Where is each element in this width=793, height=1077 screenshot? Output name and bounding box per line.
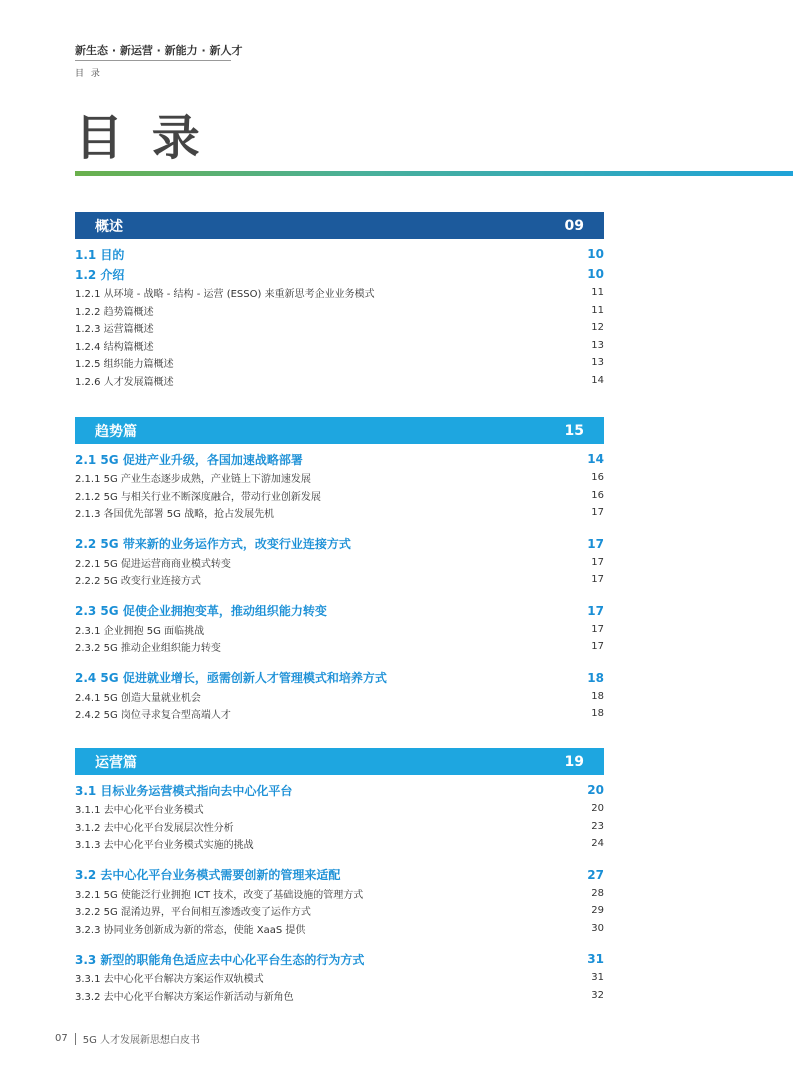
toc-entry-label: 3.1.2 去中心化平台发展层次性分析 <box>75 822 234 834</box>
toc-entry-page: 17 <box>591 641 604 653</box>
toc-entry-label: 2.2.1 5G 促进运营商商业模式转变 <box>75 558 231 570</box>
toc-entry-page: 11 <box>591 287 604 299</box>
section-page: 15 <box>564 422 584 439</box>
toc-entry-chapter[interactable] <box>75 601 604 621</box>
toc-entry-page: 12 <box>591 322 604 334</box>
toc-entry-subsection[interactable] <box>75 969 604 987</box>
section-header[interactable] <box>75 212 604 239</box>
toc-entry-subsection[interactable] <box>75 319 604 337</box>
toc-entry-chapter[interactable] <box>75 264 604 284</box>
toc-entry-page: 14 <box>591 374 604 386</box>
toc-entry-page: 20 <box>587 783 604 797</box>
toc-entry-subsection[interactable] <box>75 337 604 355</box>
toc-entry-label: 1.2.6 人才发展篇概述 <box>75 376 174 388</box>
toc-entry-page: 24 <box>591 838 604 850</box>
toc-entry-label: 1.2.3 运营篇概述 <box>75 324 154 336</box>
header-series: 新生态 · 新运营 · 新能力 · 新人才 <box>75 44 243 57</box>
toc-entry-label: 3.1.1 去中心化平台业务模式 <box>75 805 204 817</box>
section-header[interactable] <box>75 748 604 775</box>
toc-entry-subsection[interactable] <box>75 487 604 505</box>
toc-entry-label: 2.3 5G 促使企业拥抱变革，推动组织能力转变 <box>75 604 327 618</box>
toc-entry-chapter[interactable] <box>75 244 604 264</box>
header-divider <box>75 60 231 61</box>
toc-entry-chapter[interactable] <box>75 449 604 469</box>
toc-entry-page: 31 <box>591 972 604 984</box>
toc-entry-subsection[interactable] <box>75 372 604 390</box>
toc-entry-subsection[interactable] <box>75 835 604 853</box>
toc-entry-page: 27 <box>587 867 604 882</box>
header-section: 目 录 <box>75 69 102 79</box>
toc-entry-subsection[interactable] <box>75 469 604 487</box>
toc-entry-subsection[interactable] <box>75 818 604 836</box>
toc-entry-label: 3.2.2 5G 混淆边界，平台间相互渗透改变了运作方式 <box>75 907 311 919</box>
toc-entry-label: 2.2.2 5G 改变行业连接方式 <box>75 576 201 588</box>
toc-entry-subsection[interactable] <box>75 902 604 920</box>
toc-entry-subsection[interactable] <box>75 504 604 522</box>
toc-entry-subsection[interactable] <box>75 571 604 589</box>
toc-entry-page: 17 <box>591 574 604 586</box>
toc-entry-subsection[interactable] <box>75 554 604 572</box>
toc-entry-label: 3.1.3 去中心化平台业务模式实施的挑战 <box>75 840 254 852</box>
toc-entry-page: 30 <box>591 922 604 934</box>
toc-section-overview <box>75 212 604 389</box>
toc-entry-page: 20 <box>591 803 604 815</box>
toc-entry-page: 17 <box>591 556 604 568</box>
toc-entry-label: 1.2.2 趋势篇概述 <box>75 306 154 318</box>
toc-entry-chapter[interactable] <box>75 949 604 969</box>
toc-entry-page: 13 <box>591 357 604 369</box>
toc-entry-page: 28 <box>591 887 604 899</box>
toc-entry-label: 2.3.2 5G 推动企业组织能力转变 <box>75 643 221 655</box>
toc-entry-subsection[interactable] <box>75 688 604 706</box>
toc-entry-subsection[interactable] <box>75 705 604 723</box>
toc-entry-label: 2.4.2 5G 岗位寻求复合型高端人才 <box>75 710 231 722</box>
toc-entry-label: 2.1 5G 促进产业升级，各国加速战略部署 <box>75 452 303 467</box>
toc-entry-label: 3.2.3 协同业务创新成为新的常态，使能 XaaS 提供 <box>75 924 306 936</box>
toc-entry-page: 18 <box>591 708 604 720</box>
toc-entry-label: 1.2.5 组织能力篇概述 <box>75 359 174 371</box>
toc-entry-page: 17 <box>587 536 604 551</box>
toc-entry-subsection[interactable] <box>75 621 604 639</box>
toc-entry-label: 3.2.1 5G 使能泛行业拥抱 ICT 技术，改变了基础设施的管理方式 <box>75 889 364 901</box>
toc-entry-label: 2.4 5G 促进就业增长，亟需创新人才管理模式和培养方式 <box>75 671 387 685</box>
toc-entry-label: 3.1 目标业务运营模式指向去中心化平台 <box>75 783 293 798</box>
toc-entry-page: 10 <box>587 247 604 261</box>
toc-entry-subsection[interactable] <box>75 284 604 302</box>
toc-entry-label: 3.2 去中心化平台业务模式需要创新的管理来适配 <box>75 868 341 882</box>
section-page: 09 <box>564 217 584 234</box>
toc-entry-subsection[interactable] <box>75 885 604 903</box>
toc-entry-subsection[interactable] <box>75 800 604 818</box>
section-title: 概述 <box>95 218 123 235</box>
toc-entry-subsection[interactable] <box>75 302 604 320</box>
toc-entry-page: 31 <box>587 952 604 966</box>
toc-entry-subsection[interactable] <box>75 638 604 656</box>
toc-entry-chapter[interactable] <box>75 668 604 688</box>
toc-entry-page: 18 <box>587 670 604 685</box>
toc-entry-label: 3.3 新型的职能角色适应去中心化平台生态的行为方式 <box>75 952 365 967</box>
toc-entry-label: 3.3.2 去中心化平台解决方案运作新活动与新角色 <box>75 991 294 1003</box>
toc-entry-page: 11 <box>591 304 604 316</box>
toc-entry-label: 2.4.1 5G 创造大量就业机会 <box>75 692 201 704</box>
toc-entry-page: 14 <box>587 452 604 466</box>
toc-section-operations <box>75 748 604 1004</box>
footer-page-number: 07 <box>55 1033 68 1044</box>
toc-entry-page: 13 <box>591 339 604 351</box>
toc-entry-subsection[interactable] <box>75 987 604 1005</box>
toc-entry-label: 1.2.4 结构篇概述 <box>75 341 154 353</box>
toc-entry-page: 23 <box>591 820 604 832</box>
section-page: 19 <box>564 753 584 770</box>
section-header[interactable] <box>75 417 604 444</box>
toc-entry-page: 16 <box>591 472 604 484</box>
toc-entry-subsection[interactable] <box>75 354 604 372</box>
toc-entry-chapter[interactable] <box>75 534 604 554</box>
toc-entry-label: 3.3.1 去中心化平台解决方案运作双轨模式 <box>75 974 264 986</box>
footer-doc-title: 5G 人才发展新思想白皮书 <box>82 1035 201 1046</box>
toc-entry-chapter[interactable] <box>75 780 604 800</box>
toc-entry-label: 2.2 5G 带来新的业务运作方式，改变行业连接方式 <box>75 537 351 551</box>
toc-entry-page: 18 <box>591 690 604 702</box>
toc-entry-chapter[interactable] <box>75 865 604 885</box>
footer <box>55 1031 200 1046</box>
title-gradient-bar <box>75 171 793 176</box>
toc-entry-page: 17 <box>591 507 604 519</box>
footer-separator <box>75 1033 76 1045</box>
toc-entry-label: 1.1 目的 <box>75 247 125 262</box>
toc-entry-page: 17 <box>587 603 604 618</box>
toc-entry-label: 2.1.3 各国优先部署 5G 战略，抢占发展先机 <box>75 509 275 521</box>
toc-entry-label: 2.3.1 企业拥抱 5G 面临挑战 <box>75 625 205 637</box>
section-title: 趋势篇 <box>95 423 137 440</box>
toc-entry-label: 2.1.2 5G 与相关行业不断深度融合，带动行业创新发展 <box>75 491 321 503</box>
page-title: 目 录 <box>75 110 206 166</box>
toc-entry-page: 17 <box>591 623 604 635</box>
toc-section-trends <box>75 417 604 723</box>
toc-entry-page: 10 <box>587 267 604 281</box>
toc-entry-label: 2.1.1 5G 产业生态逐步成熟，产业链上下游加速发展 <box>75 474 311 486</box>
toc-entry-page: 16 <box>591 489 604 501</box>
toc-entry-label: 1.2 介绍 <box>75 267 125 282</box>
toc-entry-page: 29 <box>591 905 604 917</box>
toc-entry-page: 32 <box>591 989 604 1001</box>
toc-entry-subsection[interactable] <box>75 920 604 938</box>
section-title: 运营篇 <box>95 754 137 771</box>
toc-entry-label: 1.2.1 从环境 - 战略 - 结构 - 运营 (ESSO) 来重新思考企业业务模式 <box>75 289 375 301</box>
